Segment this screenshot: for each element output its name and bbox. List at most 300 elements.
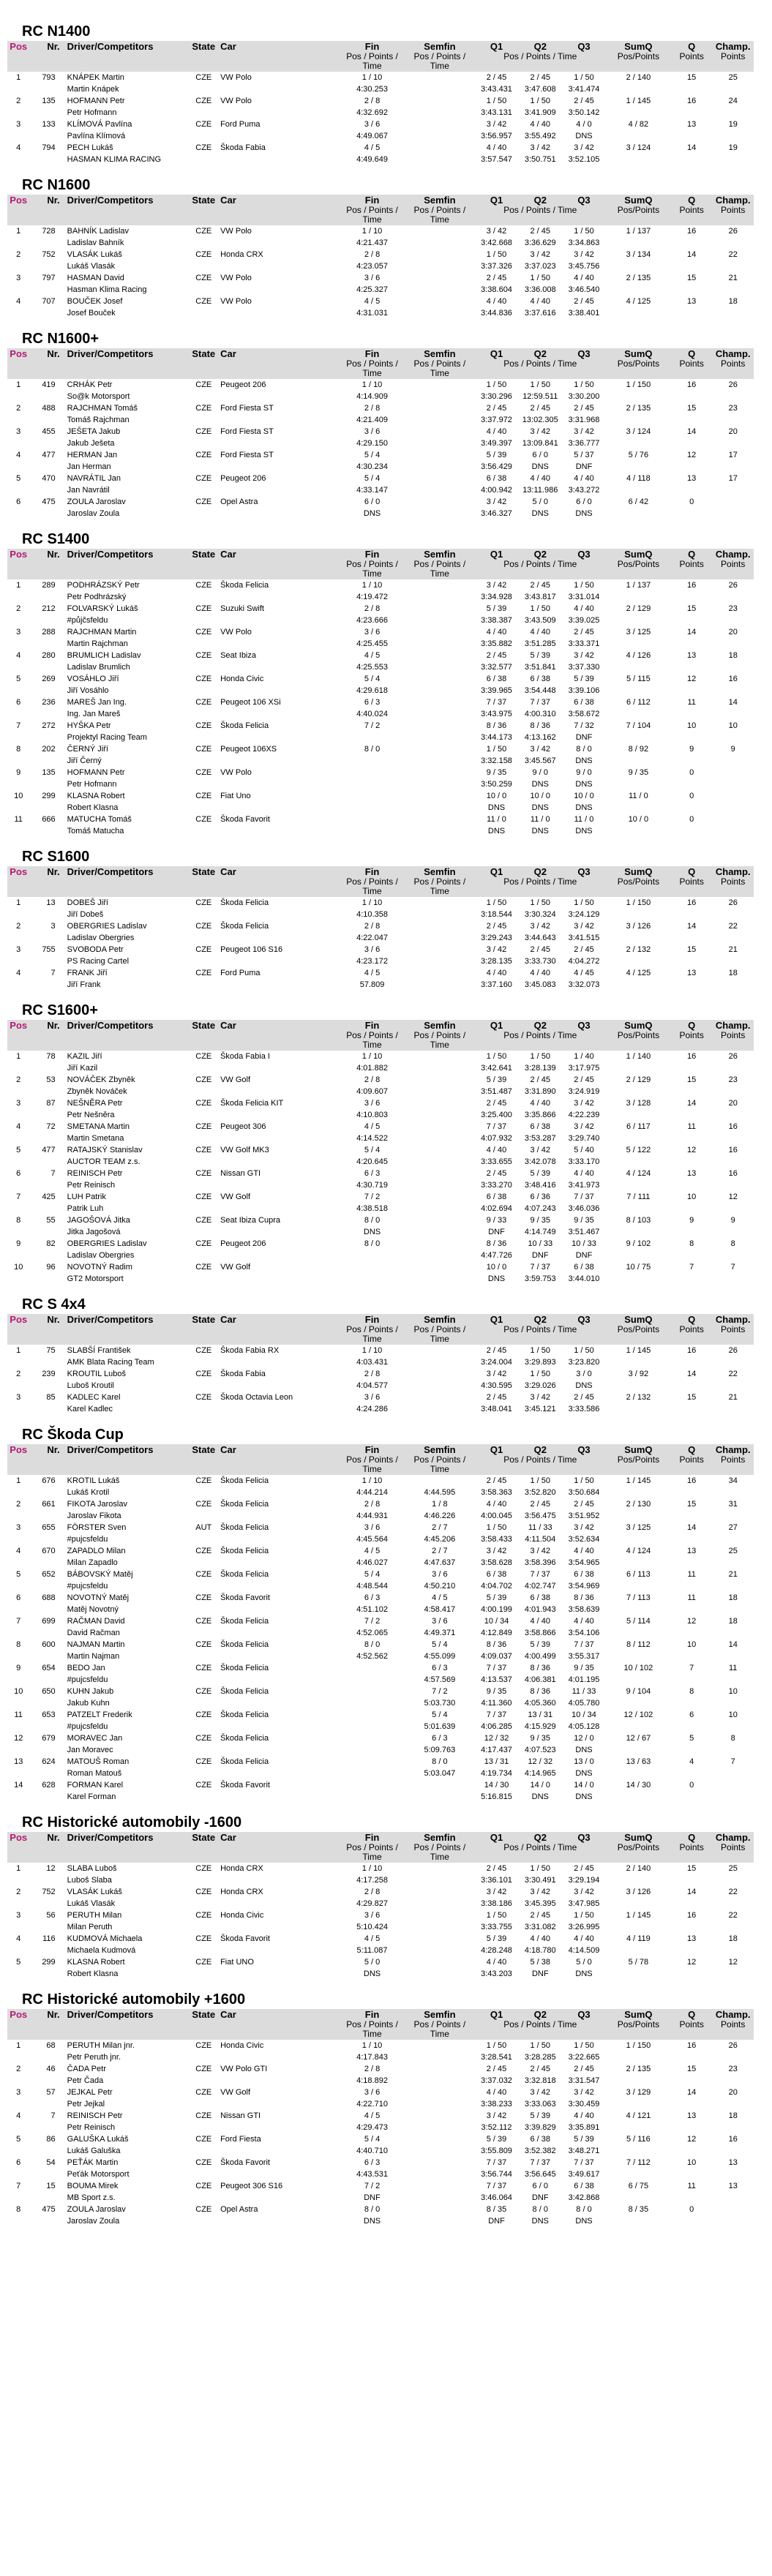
cell-q2: 3 / 42 xyxy=(530,427,551,436)
cell-q3: 6 / 38 xyxy=(574,698,594,707)
cell-nr: 7 xyxy=(50,2111,56,2120)
cell-state xyxy=(187,778,220,790)
cell-car xyxy=(220,438,340,449)
header-qpoints-sub: Points xyxy=(671,1843,712,1863)
cell-semfin xyxy=(405,1062,475,1074)
cell-semfin xyxy=(405,1380,475,1392)
cell-semfin: 2 / 7 xyxy=(432,1547,448,1555)
cell-sumq xyxy=(606,979,671,991)
cell-q2: 4:01.943 xyxy=(524,1605,556,1614)
cell-q3: 3:52.105 xyxy=(568,155,600,164)
cell-nr: 7 xyxy=(50,1169,56,1178)
cell-state: CZE xyxy=(195,1193,212,1201)
table-row xyxy=(7,402,754,414)
cell-q1: 11 / 0 xyxy=(487,815,506,824)
cell-pos xyxy=(7,1062,29,1074)
cell-champ xyxy=(712,909,754,920)
cell-sumq: 2 / 140 xyxy=(626,1864,651,1873)
cell-driver: Ing. Jan Mareš xyxy=(67,710,121,718)
cell-sumq: 2 / 130 xyxy=(626,1500,651,1509)
cell-q3: 3 / 42 xyxy=(574,250,594,259)
table-row xyxy=(7,1545,754,1557)
cell-driver: PODHRÁZSKÝ Petr xyxy=(67,581,140,590)
cell-driver: HASMAN David xyxy=(67,274,124,282)
cell-q1: 3:43.203 xyxy=(481,1969,512,1978)
cell-champ xyxy=(712,979,754,991)
cell-pos: 5 xyxy=(16,1570,21,1579)
cell-q3: 3:26.995 xyxy=(568,1923,600,1931)
cell-q2: 5 / 38 xyxy=(530,1958,551,1967)
cell-q3: 1 / 50 xyxy=(574,581,594,590)
cell-champ xyxy=(712,414,754,426)
cell-semfin xyxy=(405,1121,475,1133)
cell-pos xyxy=(7,508,29,519)
cell-q3: 2 / 45 xyxy=(574,1864,594,1873)
cell-champ xyxy=(712,438,754,449)
table-row-detail xyxy=(7,2075,754,2087)
cell-fin: 4 / 5 xyxy=(364,1934,381,1943)
cell-nr: 289 xyxy=(42,581,56,590)
cell-semfin xyxy=(405,414,475,426)
cell-champ xyxy=(712,107,754,119)
header-qpoints-sub: Points xyxy=(671,1455,712,1475)
cell-car xyxy=(220,1697,340,1709)
cell-nr: 797 xyxy=(42,274,56,282)
cell-driver: Petr Hofmann xyxy=(67,780,117,789)
cell-fin: 1 / 10 xyxy=(361,73,383,82)
cell-state: CZE xyxy=(195,1711,212,1719)
cell-semfin xyxy=(405,461,475,473)
cell-q3: 3:33.586 xyxy=(568,1405,600,1413)
header-q3: Q3 xyxy=(562,866,606,877)
cell-pos xyxy=(7,1403,29,1415)
cell-car xyxy=(220,755,340,767)
cell-champ: 8 xyxy=(730,1239,735,1248)
cell-q1: 3:38.233 xyxy=(481,2100,512,2109)
cell-q3: DNF xyxy=(575,1251,593,1260)
cell-qpoints: 15 xyxy=(687,2065,697,2073)
cell-nr xyxy=(29,1898,59,1910)
cell-q1: 2 / 45 xyxy=(486,1476,507,1485)
cell-driver: KLASNA Robert xyxy=(67,792,125,800)
cell-sumq: 4 / 119 xyxy=(626,1934,651,1943)
cell-q1: 7 / 37 xyxy=(486,1122,507,1131)
table-row-detail xyxy=(7,1403,754,1415)
cell-state: CZE xyxy=(195,815,212,824)
cell-champ xyxy=(712,1226,754,1238)
cell-qpoints: 10 xyxy=(687,2158,697,2167)
cell-qpoints xyxy=(671,1487,712,1498)
table-row xyxy=(7,1592,754,1604)
cell-driver: PERUTH Milan jnr. xyxy=(67,2041,135,2050)
cell-q2: 3:45.083 xyxy=(524,980,556,989)
header-q1: Q1 xyxy=(475,549,519,560)
cell-q2: 8 / 0 xyxy=(532,2205,548,2214)
header-q1: Q1 xyxy=(475,866,519,877)
header-blank xyxy=(7,359,340,379)
table-row xyxy=(7,296,754,307)
cell-qpoints xyxy=(671,932,712,944)
cell-semfin: 4 / 5 xyxy=(432,1593,448,1602)
header-q-sub: Pos / Points / Time xyxy=(475,1455,606,1475)
cell-nr xyxy=(29,1580,59,1592)
table-row xyxy=(7,1569,754,1580)
cell-nr: 488 xyxy=(42,404,56,413)
header-driver: Driver/Competitors xyxy=(60,2009,187,2020)
cell-nr xyxy=(29,391,59,402)
cell-pos xyxy=(7,414,29,426)
cell-qpoints xyxy=(671,1086,712,1097)
table-row-detail xyxy=(7,2098,754,2110)
cell-car: Peugeot 106 XSi xyxy=(220,698,281,707)
cell-pos: 4 xyxy=(16,143,21,152)
cell-q2: DNS xyxy=(531,509,549,518)
section-title: RC S1400 xyxy=(22,531,90,547)
cell-sumq: 3 / 92 xyxy=(628,1370,649,1378)
cell-semfin xyxy=(405,391,475,402)
cell-qpoints xyxy=(671,1403,712,1415)
cell-q3: 5 / 0 xyxy=(576,1958,592,1967)
cell-state: CZE xyxy=(195,945,212,954)
cell-q1: 3:42.641 xyxy=(481,1064,512,1073)
cell-semfin: 3 / 6 xyxy=(432,1617,448,1626)
cell-pos: 3 xyxy=(16,2088,21,2097)
table-row-detail xyxy=(7,438,754,449)
cell-qpoints: 10 xyxy=(687,1193,697,1201)
cell-fin: DNS xyxy=(363,1228,381,1236)
cell-fin: 4:49.067 xyxy=(356,132,388,140)
cell-state xyxy=(187,130,220,142)
cell-q1: 3:35.882 xyxy=(481,639,512,648)
cell-q2: 8 / 36 xyxy=(530,1687,551,1696)
cell-qpoints: 12 xyxy=(687,451,697,459)
cell-driver: BÁBOVSKÝ Matěj xyxy=(67,1570,133,1579)
cell-fin: 4:30.719 xyxy=(356,1181,388,1190)
cell-driver: Jan Navrátil xyxy=(67,486,110,495)
cell-state xyxy=(187,1356,220,1368)
header-semfin: Semfin xyxy=(405,2009,475,2020)
cell-car: VW Golf xyxy=(220,2088,251,2097)
section-title: RC Škoda Cup xyxy=(22,1427,124,1443)
cell-fin: 4 / 5 xyxy=(364,1547,381,1555)
cell-driver: RAJCHMAN Tomáš xyxy=(67,404,138,413)
cell-q3: 1 / 50 xyxy=(574,380,594,389)
cell-sumq: 4 / 124 xyxy=(626,1547,651,1555)
cell-q1: 1 / 50 xyxy=(486,2041,507,2050)
cell-nr: 12 xyxy=(46,1864,56,1873)
cell-q2: 3:36.008 xyxy=(524,285,556,294)
table-row-detail xyxy=(7,638,754,650)
cell-fin: 3 / 6 xyxy=(364,1099,381,1108)
cell-state xyxy=(187,484,220,496)
table-row xyxy=(7,496,754,508)
cell-q3: 3:58.672 xyxy=(568,710,600,718)
cell-nr xyxy=(29,1273,59,1285)
table-row xyxy=(7,2110,754,2122)
cell-sumq: 12 / 67 xyxy=(626,1734,651,1743)
cell-q2: 1 / 50 xyxy=(530,1370,551,1378)
cell-driver: Ladislav Obergries xyxy=(67,1251,135,1260)
cell-nr: 699 xyxy=(42,1617,56,1626)
cell-pos: 4 xyxy=(16,1934,21,1943)
cell-q2: 3 / 42 xyxy=(530,1547,551,1555)
cell-car: Škoda Felicia xyxy=(220,1547,269,1555)
cell-champ xyxy=(712,1744,754,1756)
table-row xyxy=(7,1214,754,1226)
table-row xyxy=(7,743,754,755)
cell-nr xyxy=(29,732,59,743)
cell-fin: 2 / 8 xyxy=(364,1500,381,1509)
table-row-detail xyxy=(7,107,754,119)
cell-semfin: 5:01.639 xyxy=(424,1722,456,1731)
cell-driver: ČERNÝ Jiří xyxy=(67,745,108,754)
header-q2: Q2 xyxy=(518,1314,562,1325)
cell-q2: 1 / 50 xyxy=(530,97,551,105)
cell-nr xyxy=(29,260,59,272)
header-fin-sub: Pos / Points / Time xyxy=(340,52,405,72)
cell-q2: 3:39.829 xyxy=(524,2123,556,2132)
cell-car: Škoda Felicia xyxy=(220,898,269,907)
cell-champ xyxy=(712,2204,754,2215)
section-title: RC N1600 xyxy=(22,177,91,193)
table-row-detail xyxy=(7,1156,754,1168)
cell-pos: 1 xyxy=(16,581,21,590)
cell-nr: 87 xyxy=(46,1099,56,1108)
cell-state: CZE xyxy=(195,1757,212,1766)
cell-car: Opel Astra xyxy=(220,497,258,506)
table-row xyxy=(7,814,754,825)
cell-pos xyxy=(7,1721,29,1732)
cell-fin xyxy=(340,1662,405,1674)
cell-sumq: 4 / 118 xyxy=(626,474,651,483)
cell-q3: 3 / 42 xyxy=(574,2088,594,2097)
table-row-detail xyxy=(7,2145,754,2157)
cell-q3: DNS xyxy=(575,2217,593,2226)
header-nr: Nr. xyxy=(29,195,59,206)
cell-nr: 239 xyxy=(42,1370,56,1378)
cell-champ: 9 xyxy=(730,745,735,754)
results-table xyxy=(7,2009,754,2227)
cell-q3: 3:30.200 xyxy=(568,392,600,401)
header-nr: Nr. xyxy=(29,1444,59,1455)
cell-car: Škoda Fabia RX xyxy=(220,1346,280,1355)
cell-qpoints: 15 xyxy=(687,1075,697,1084)
header-champ: Champ. xyxy=(712,549,754,560)
table-row xyxy=(7,720,754,732)
header-driver: Driver/Competitors xyxy=(60,195,187,206)
cell-sumq xyxy=(606,2215,671,2227)
cell-fin: 2 / 8 xyxy=(364,404,381,413)
cell-q1: 10 / 34 xyxy=(484,1617,509,1626)
header-champ-sub: Points xyxy=(712,52,754,72)
header-q2: Q2 xyxy=(518,2009,562,2020)
cell-sumq xyxy=(606,1226,671,1238)
cell-q2: 3:52.382 xyxy=(524,2147,556,2155)
cell-nr: 15 xyxy=(46,2182,56,2190)
header-qpoints: Q xyxy=(671,1020,712,1031)
cell-champ: 18 xyxy=(728,651,738,660)
cell-champ: 22 xyxy=(728,1911,738,1920)
cell-qpoints: 15 xyxy=(687,945,697,954)
cell-pos: 3 xyxy=(16,628,21,637)
cell-fin: DNS xyxy=(363,1969,381,1978)
cell-q1: 3:37.972 xyxy=(481,416,512,424)
cell-champ xyxy=(712,461,754,473)
cell-nr xyxy=(29,661,59,673)
cell-q2: 7 / 37 xyxy=(530,698,551,707)
header-champ: Champ. xyxy=(712,866,754,877)
cell-pos: 5 xyxy=(16,2135,21,2144)
cell-qpoints xyxy=(671,2051,712,2063)
header-champ: Champ. xyxy=(712,1314,754,1325)
cell-sumq: 4 / 125 xyxy=(626,969,651,977)
cell-q1: 3:32.158 xyxy=(481,756,512,765)
cell-car: VW Polo xyxy=(220,628,252,637)
cell-q1: 8 / 36 xyxy=(486,1640,507,1649)
cell-nr: 46 xyxy=(46,2065,56,2073)
cell-qpoints xyxy=(671,1874,712,1886)
cell-champ: 26 xyxy=(728,380,738,389)
cell-pos: 10 xyxy=(14,1687,23,1696)
cell-state xyxy=(187,1403,220,1415)
cell-champ xyxy=(712,2145,754,2157)
cell-sumq xyxy=(606,1721,671,1732)
cell-nr xyxy=(29,802,59,814)
cell-state xyxy=(187,825,220,837)
cell-pos: 6 xyxy=(16,1593,21,1602)
cell-q3: 3:44.010 xyxy=(568,1274,600,1283)
cell-nr: 96 xyxy=(46,1263,56,1272)
cell-car xyxy=(220,2215,340,2227)
cell-q3: DNS xyxy=(575,1746,593,1754)
cell-champ: 12 xyxy=(728,1193,738,1201)
cell-q3: 3:58.639 xyxy=(568,1605,600,1614)
header-qpoints-sub: Points xyxy=(671,52,712,72)
cell-nr: 133 xyxy=(42,120,56,129)
cell-sumq xyxy=(606,83,671,95)
cell-semfin: 4:49.371 xyxy=(424,1629,456,1637)
cell-driver: Petr Reinisch xyxy=(67,1181,116,1190)
header-pos: Pos xyxy=(7,348,29,359)
cell-champ xyxy=(712,708,754,720)
cell-nr: 202 xyxy=(42,745,56,754)
cell-q1: 3:37.032 xyxy=(481,2076,512,2085)
cell-nr xyxy=(29,755,59,767)
cell-car xyxy=(220,615,340,626)
cell-state: CZE xyxy=(195,1593,212,1602)
cell-car: Škoda Favorit xyxy=(220,1934,270,1943)
cell-champ: 31 xyxy=(728,1500,738,1509)
cell-semfin xyxy=(405,979,475,991)
header-fin: Fin xyxy=(340,41,405,52)
cell-q1: 6 / 38 xyxy=(486,675,507,683)
cell-q3: 3:35.891 xyxy=(568,2123,600,2132)
cell-car xyxy=(220,1768,340,1779)
cell-q2: 5 / 39 xyxy=(530,2111,551,2120)
cell-q3: 3:36.777 xyxy=(568,439,600,448)
cell-q1: 4:12.849 xyxy=(481,1629,512,1637)
cell-semfin xyxy=(405,2075,475,2087)
cell-q2: 4:06.381 xyxy=(524,1675,556,1684)
cell-q3: 3:30.459 xyxy=(568,2100,600,2109)
cell-q3: 4 / 40 xyxy=(574,1617,594,1626)
cell-sumq xyxy=(606,260,671,272)
cell-semfin xyxy=(405,2180,475,2192)
cell-state: CZE xyxy=(195,1169,212,1178)
cell-qpoints: 14 xyxy=(687,427,697,436)
cell-state: CZE xyxy=(195,1122,212,1131)
cell-q3: 3:52.634 xyxy=(568,1535,600,1544)
cell-champ xyxy=(712,802,754,814)
cell-nr: 707 xyxy=(42,297,56,306)
cell-q1: 3:42.668 xyxy=(481,239,512,247)
cell-nr xyxy=(29,685,59,696)
cell-state xyxy=(187,2145,220,2157)
cell-nr: 68 xyxy=(46,2041,56,2050)
section-title: RC Historické automobily +1600 xyxy=(22,1991,246,2008)
table-row-detail xyxy=(7,2192,754,2204)
cell-nr: 752 xyxy=(42,250,56,259)
cell-pos xyxy=(7,2075,29,2087)
cell-sumq xyxy=(606,732,671,743)
cell-q2: 3:29.893 xyxy=(524,1358,556,1367)
cell-qpoints: 7 xyxy=(689,1263,694,1272)
header-sumq: SumQ xyxy=(606,2009,671,2020)
header-driver: Driver/Competitors xyxy=(60,348,187,359)
cell-pos: 9 xyxy=(16,1664,21,1672)
cell-fin: 6 / 0 xyxy=(364,497,381,506)
header-q3: Q3 xyxy=(562,348,606,359)
cell-champ: 23 xyxy=(728,2065,738,2073)
cell-q1: 3:51.487 xyxy=(481,1087,512,1096)
cell-pos xyxy=(7,2192,29,2204)
table-row-detail xyxy=(7,284,754,296)
table-row-detail xyxy=(7,1533,754,1545)
cell-driver: LUH Patrik xyxy=(67,1193,106,1201)
cell-q3: 1 / 50 xyxy=(574,2041,594,2050)
cell-pos xyxy=(7,1697,29,1709)
header-q1: Q1 xyxy=(475,1832,519,1843)
cell-fin: 2 / 8 xyxy=(364,922,381,931)
header-semfin-sub: Pos / Points / Time xyxy=(405,52,475,72)
cell-car xyxy=(220,1356,340,1368)
cell-car: Škoda Favorit xyxy=(220,1593,270,1602)
cell-qpoints xyxy=(671,1510,712,1522)
cell-q3: 8 / 36 xyxy=(574,1593,594,1602)
cell-q2: 11 / 0 xyxy=(530,815,550,824)
cell-q1: 4:47.726 xyxy=(481,1251,512,1260)
cell-champ xyxy=(712,1179,754,1191)
cell-nr: 794 xyxy=(42,143,56,152)
cell-sumq: 8 / 103 xyxy=(626,1216,651,1225)
cell-fin: 4 / 5 xyxy=(364,1122,381,1131)
cell-driver: HOFMANN Petr xyxy=(67,97,125,105)
cell-semfin xyxy=(405,237,475,249)
table-row-detail xyxy=(7,732,754,743)
cell-sumq: 3 / 129 xyxy=(626,2088,651,2097)
cell-pos: 9 xyxy=(16,768,21,777)
cell-q2: 7 / 37 xyxy=(530,2158,551,2167)
cell-sumq xyxy=(606,1744,671,1756)
cell-q1: 1 / 50 xyxy=(486,745,507,754)
header-pos: Pos xyxy=(7,866,29,877)
cell-driver: MAREŠ Jan Ing. xyxy=(67,698,127,707)
cell-q2: 2 / 45 xyxy=(530,1911,551,1920)
header-sumq-sub: Pos/Points xyxy=(606,52,671,72)
cell-q1: 4:09.037 xyxy=(481,1652,512,1661)
cell-pos: 1 xyxy=(16,2041,21,2050)
cell-semfin: 8 / 0 xyxy=(432,1757,448,1766)
